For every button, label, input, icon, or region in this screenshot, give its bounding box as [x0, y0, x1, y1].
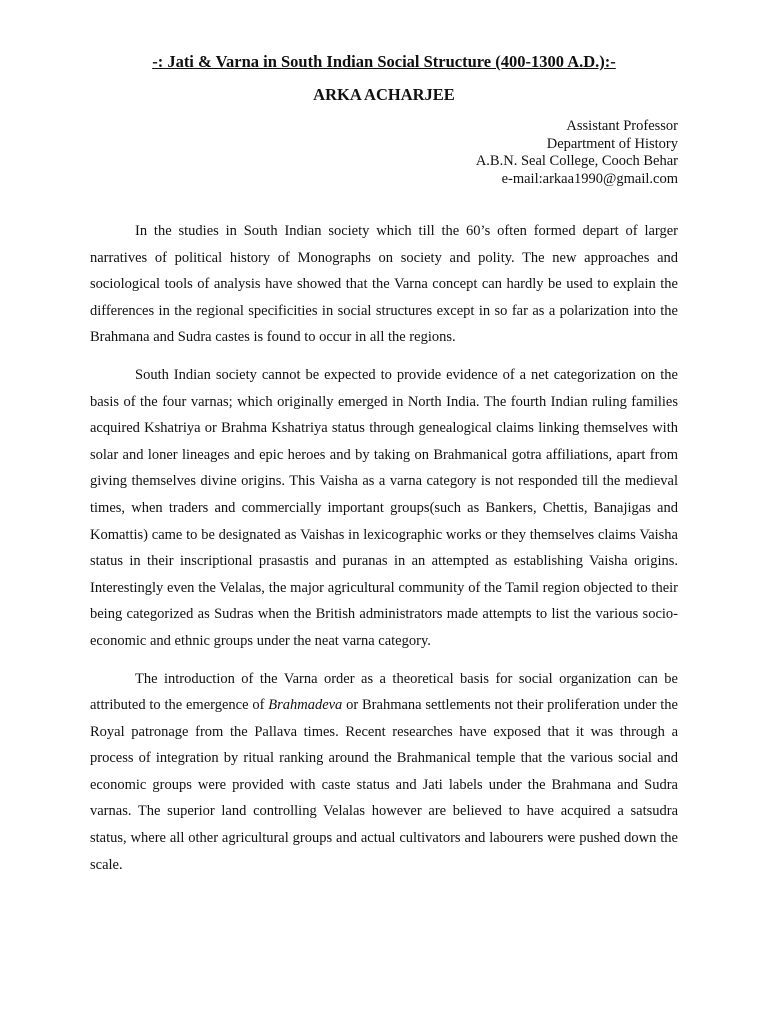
paragraph-3-text-after: or Brahmana settlements not their proliferation under the Royal patronage from the Pallava times. Recent researches have exposed that it was through a process of integration by ritual ranking around the Brahmanical temple that the various social and economic groups were provided with caste status and Jati labels under the Brahmana and Sudra varnas. The superior land controlling Velalas however are believed to have acquired a satsudra status, where all other agricultural groups and actual cultivators and labourers were pushed down the scale.: [90, 697, 678, 873]
affiliation-college: A.B.N. Seal College, Cooch Behar: [475, 153, 678, 169]
author-affiliation: [476, 118, 678, 188]
paragraph-3-text-before: The introduction of the Varna order as a theoretical basis for social organization can be attributed to the emergence of: [90, 670, 678, 714]
affiliation-department: Department of History: [546, 135, 678, 152]
author-name: ARKA ACHARJEE: [313, 85, 455, 104]
paragraph-2: South Indian society cannot be expected to provide evidence of a net categorization on the basis of the four varnas; which originally emerged in North India. The fourth Indian ruling families acquired Kshatriya or Brahma Kshatriya status through genealogical claims linking themselves with solar and loner lineages and epic heroes and by taking on Brahmanical gotra affiliations, apart from giving themselves divine origins. This Vaisha as a varna category is not responded till the medieval times, when traders and commercially important groups(such as Bankers, Chettis, Banajigas and Komattis) came to be designated as Vaishas in lexicographic works or they themselves claims Vaisha status in their inscriptional prasastis and puranas in an attempted as establishing Vaisha origins. Interestingly even the Velalas, the major agricultural community of the Tamil region objected to their being categorized as Sudras when the British administrators made attempts to list the various socio-economic and ethnic groups under the neat varna category.: [90, 366, 678, 649]
paragraph-1: In the studies in South Indian society which till the 60’s often formed depart of larger narratives of political history of Monographs on society and polity. The new approaches and sociological tools of analysis have showed that the Varna concept can hardly be used to explain the differences in the regional specificities in social structures except in so far as a polarization into the Brahmana and Sudra castes is found to occur in all the regions.: [90, 223, 678, 346]
affiliation-position: Assistant Professor: [566, 118, 678, 134]
document-body: [90, 218, 678, 889]
paragraph-3-italic-term: Brahmadeva: [268, 697, 343, 714]
document-title: -: Jati & Varna in South Indian Social Structure (400-1300 A.D.):-: [152, 52, 616, 71]
affiliation-email: e-mail:arkaa1990@gmail.com: [501, 170, 678, 187]
paragraph-3: [90, 666, 678, 879]
